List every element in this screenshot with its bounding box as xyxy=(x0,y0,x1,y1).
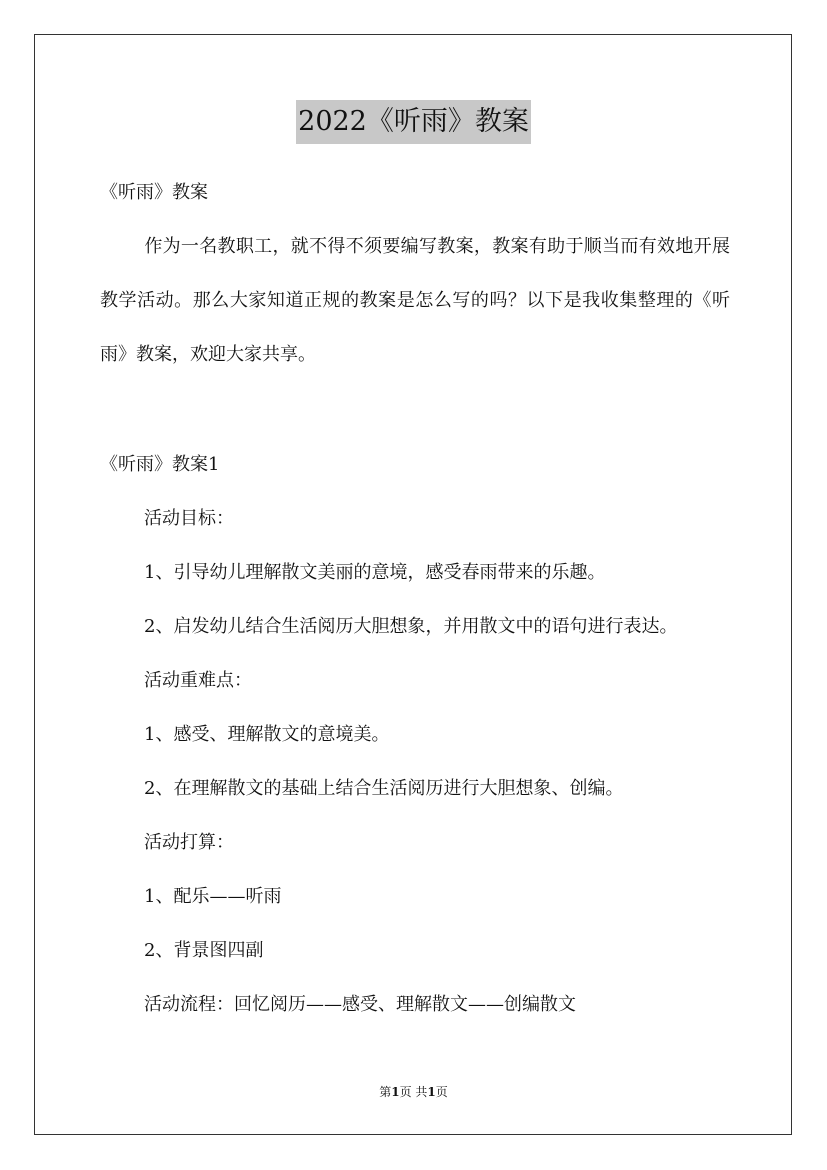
footer-prefix: 第 xyxy=(379,1085,392,1099)
document-title: 2022《听雨》教案 xyxy=(296,100,531,144)
list-item: 1、感受、理解散文的意境美。 xyxy=(144,724,390,745)
list-item: 活动目标： xyxy=(144,508,234,529)
list-item: 2、在理解散文的基础上结合生活阅历进行大胆想象、创编。 xyxy=(144,778,624,799)
page-footer xyxy=(0,1084,827,1100)
footer-suffix: 页 xyxy=(435,1085,448,1099)
footer-page-total: 1 xyxy=(427,1085,436,1099)
footer-page-number: 1 xyxy=(391,1085,400,1099)
title-container xyxy=(0,100,827,144)
list-item: 活动流程：回忆阅历——感受、理解散文——创编散文 xyxy=(144,994,576,1015)
list-item: 活动重难点： xyxy=(144,670,252,691)
intro-paragraph xyxy=(100,220,730,382)
section-heading: 《听雨》教案1 xyxy=(100,454,220,475)
list-item: 活动打算： xyxy=(144,832,234,853)
document-subtitle: 《听雨》教案 xyxy=(100,182,208,203)
intro-text: 作为一名教职工，就不得不须要编写教案，教案有助于顺当而有效地开展教学活动。那么大家知道正规的教案是怎么写的吗？以下是我收集整理的《听雨》教案，欢迎大家共享。 xyxy=(100,236,730,365)
footer-mid: 页 共 xyxy=(399,1085,428,1099)
list-item: 2、背景图四副 xyxy=(144,940,264,961)
list-item: 2、启发幼儿结合生活阅历大胆想象，并用散文中的语句进行表达。 xyxy=(144,616,678,637)
list-item: 1、引导幼儿理解散文美丽的意境，感受春雨带来的乐趣。 xyxy=(144,562,606,583)
list-item: 1、配乐——听雨 xyxy=(144,886,282,907)
